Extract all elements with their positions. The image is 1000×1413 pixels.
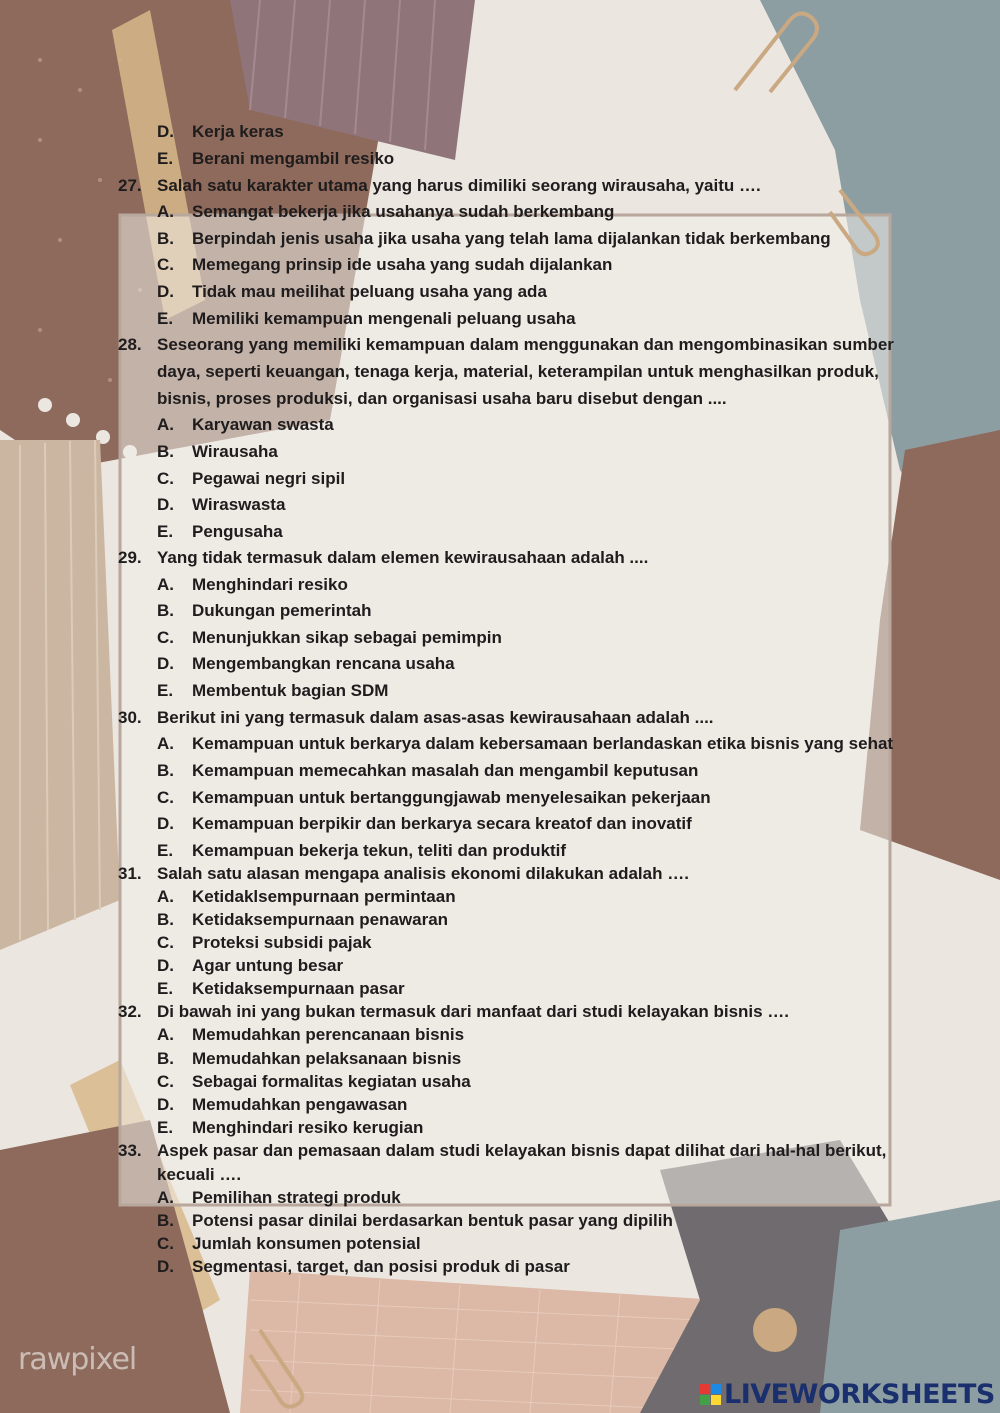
question-text: daya, seperti keuangan, tenaga kerja, material, keterampilan untuk menghasilkan produk, [157, 362, 879, 381]
option-line[interactable] [0, 120, 1000, 144]
option-text: Sebagai formalitas kegiatan usaha [192, 1072, 471, 1091]
question-number: 32. [118, 1002, 142, 1021]
question-text: Seseorang yang memiliki kemampuan dalam menggunakan dan mengombinasikan sumber [157, 335, 894, 354]
option-text: Memudahkan pelaksanaan bisnis [192, 1049, 462, 1068]
question-continuation [0, 1163, 1000, 1187]
option-letter: D. [157, 495, 174, 514]
option-line[interactable] [0, 413, 1000, 437]
option-text: Agar untung besar [192, 956, 344, 975]
option-letter: E. [157, 309, 174, 328]
option-line[interactable] [0, 1232, 1000, 1256]
option-line[interactable] [0, 652, 1000, 676]
option-text: Segmentasi, target, dan posisi produk di pasar [192, 1257, 570, 1276]
option-line[interactable] [0, 493, 1000, 517]
question-line [0, 1000, 1000, 1024]
option-text: Tidak mau meilihat peluang usaha yang ada [192, 282, 547, 301]
option-letter: B. [157, 1049, 174, 1068]
option-line[interactable] [0, 307, 1000, 331]
question-text: Salah satu karakter utama yang harus dimiliki seorang wirausaha, yaitu …. [157, 176, 761, 195]
option-text: Memudahkan perencanaan bisnis [192, 1025, 465, 1044]
option-letter: E. [157, 979, 174, 998]
option-text: Jumlah konsumen potensial [192, 1234, 421, 1253]
option-line[interactable] [0, 200, 1000, 224]
question-continuation [0, 387, 1000, 411]
option-letter: C. [157, 255, 174, 274]
option-line[interactable] [0, 679, 1000, 703]
question-line [0, 862, 1000, 886]
option-letter: C. [157, 788, 174, 807]
option-line[interactable] [0, 1023, 1000, 1047]
watermark: rawpixel [18, 1342, 137, 1377]
option-text: Ketidaksempurnaan pasar [192, 979, 405, 998]
option-letter: E. [157, 149, 174, 168]
question-continuation [0, 360, 1000, 384]
question-number: 30. [118, 708, 142, 727]
option-line[interactable] [0, 954, 1000, 978]
option-text: Kemampuan memecahkan masalah dan mengambil keputusan [192, 761, 699, 780]
option-line[interactable] [0, 1070, 1000, 1094]
option-letter: D. [157, 654, 174, 673]
option-text: Berpindah jenis usaha jika usaha yang telah lama dijalankan tidak berkembang [192, 229, 831, 248]
option-letter: A. [157, 415, 174, 434]
option-line[interactable] [0, 599, 1000, 623]
option-text: Kerja keras [192, 122, 284, 141]
option-letter: A. [157, 1025, 174, 1044]
option-text: Kemampuan untuk bertanggungjawab menyelesaikan pekerjaan [192, 788, 711, 807]
question-line [0, 706, 1000, 730]
option-line[interactable] [0, 626, 1000, 650]
question-line [0, 174, 1000, 198]
question-number: 27. [118, 176, 142, 195]
option-text: Menunjukkan sikap sebagai pemimpin [192, 628, 502, 647]
option-line[interactable] [0, 573, 1000, 597]
option-line[interactable] [0, 1116, 1000, 1140]
option-line[interactable] [0, 1209, 1000, 1233]
option-letter: D. [157, 1095, 174, 1114]
question-number: 31. [118, 864, 142, 883]
option-line[interactable] [0, 1047, 1000, 1071]
option-line[interactable] [0, 467, 1000, 491]
question-line [0, 1139, 1000, 1163]
liveworksheets-logo-icon [700, 1384, 721, 1405]
option-letter: E. [157, 681, 174, 700]
option-text: Memudahkan pengawasan [192, 1095, 408, 1114]
option-line[interactable] [0, 1255, 1000, 1279]
option-text: Pemilihan strategi produk [192, 1188, 401, 1207]
brand[interactable] [700, 1378, 995, 1410]
option-letter: B. [157, 442, 174, 461]
question-text: bisnis, proses produksi, dan organisasi usaha baru disebut dengan .... [157, 389, 727, 408]
option-line[interactable] [0, 786, 1000, 810]
option-text: Menghindari resiko kerugian [192, 1118, 424, 1137]
option-letter: D. [157, 956, 174, 975]
option-text: Ketidaksempurnaan penawaran [192, 910, 449, 929]
option-text: Kemampuan berpikir dan berkarya secara kreatof dan inovatif [192, 814, 692, 833]
option-line[interactable] [0, 931, 1000, 955]
question-text: Berikut ini yang termasuk dalam asas-asas kewirausahaan adalah .... [157, 708, 714, 727]
option-text: Memiliki kemampuan mengenali peluang usaha [192, 309, 576, 328]
option-line[interactable] [0, 839, 1000, 863]
option-letter: B. [157, 601, 174, 620]
question-number: 29. [118, 548, 142, 567]
option-line[interactable] [0, 520, 1000, 544]
option-text: Memegang prinsip ide usaha yang sudah dijalankan [192, 255, 613, 274]
option-letter: E. [157, 1118, 174, 1137]
option-text: Semangat bekerja jika usahanya sudah berkembang [192, 202, 615, 221]
option-letter: B. [157, 910, 174, 929]
option-text: Mengembangkan rencana usaha [192, 654, 455, 673]
option-letter: D. [157, 814, 174, 833]
option-letter: D. [157, 122, 174, 141]
question-text: Di bawah ini yang bukan termasuk dari manfaat dari studi kelayakan bisnis …. [157, 1002, 790, 1021]
option-line[interactable] [0, 885, 1000, 909]
option-line[interactable] [0, 759, 1000, 783]
option-line[interactable] [0, 977, 1000, 1001]
option-text: Membentuk bagian SDM [192, 681, 389, 700]
option-text: Menghindari resiko [192, 575, 348, 594]
option-text: Karyawan swasta [192, 415, 334, 434]
option-text: Pengusaha [192, 522, 283, 541]
question-line [0, 333, 1000, 357]
option-letter: A. [157, 1188, 174, 1207]
question-text: Salah satu alasan mengapa analisis ekonomi dilakukan adalah …. [157, 864, 689, 883]
option-letter: E. [157, 522, 174, 541]
option-letter: A. [157, 575, 174, 594]
option-text: Ketidaklsempurnaan permintaan [192, 887, 456, 906]
option-letter: B. [157, 761, 174, 780]
option-text: Berani mengambil resiko [192, 149, 395, 168]
question-number: 33. [118, 1141, 142, 1160]
option-letter: B. [157, 1211, 174, 1230]
option-text: Wirausaha [192, 442, 278, 461]
option-line[interactable] [0, 280, 1000, 304]
question-line [0, 546, 1000, 570]
option-text: Wiraswasta [192, 495, 286, 514]
brand-name: LIVEWORKSHEETS [724, 1378, 995, 1410]
option-text: Potensi pasar dinilai berdasarkan bentuk pasar yang dipilih [192, 1211, 673, 1230]
option-letter: C. [157, 1072, 174, 1091]
option-letter: C. [157, 628, 174, 647]
option-text: Pegawai negri sipil [192, 469, 346, 488]
option-line[interactable] [0, 1093, 1000, 1117]
option-line[interactable] [0, 908, 1000, 932]
option-letter: C. [157, 1234, 174, 1253]
option-line[interactable] [0, 812, 1000, 836]
option-letter: C. [157, 469, 174, 488]
question-text: Yang tidak termasuk dalam elemen kewirausahaan adalah .... [157, 548, 649, 567]
option-text: Kemampuan bekerja tekun, teliti dan produktif [192, 841, 567, 860]
option-letter: A. [157, 202, 174, 221]
option-line[interactable] [0, 440, 1000, 464]
option-text: Proteksi subsidi pajak [192, 933, 372, 952]
question-text: Aspek pasar dan pemasaan dalam studi kelayakan bisnis dapat dilihat dari hal-hal berikut, [157, 1141, 887, 1160]
option-line[interactable] [0, 147, 1000, 171]
option-letter: C. [157, 933, 174, 952]
option-letter: E. [157, 841, 174, 860]
option-letter: A. [157, 887, 174, 906]
option-line[interactable] [0, 253, 1000, 277]
option-line[interactable] [0, 227, 1000, 251]
question-number: 28. [118, 335, 142, 354]
option-text: Dukungan pemerintah [192, 601, 372, 620]
option-text: Kemampuan untuk berkarya dalam kebersamaan berlandaskan etika bisnis yang sehat [192, 734, 894, 753]
option-line[interactable] [0, 732, 1000, 756]
option-line[interactable] [0, 1186, 1000, 1210]
option-letter: A. [157, 734, 174, 753]
option-letter: D. [157, 282, 174, 301]
option-letter: B. [157, 229, 174, 248]
option-letter: D. [157, 1257, 174, 1276]
question-text: kecuali …. [157, 1165, 242, 1184]
